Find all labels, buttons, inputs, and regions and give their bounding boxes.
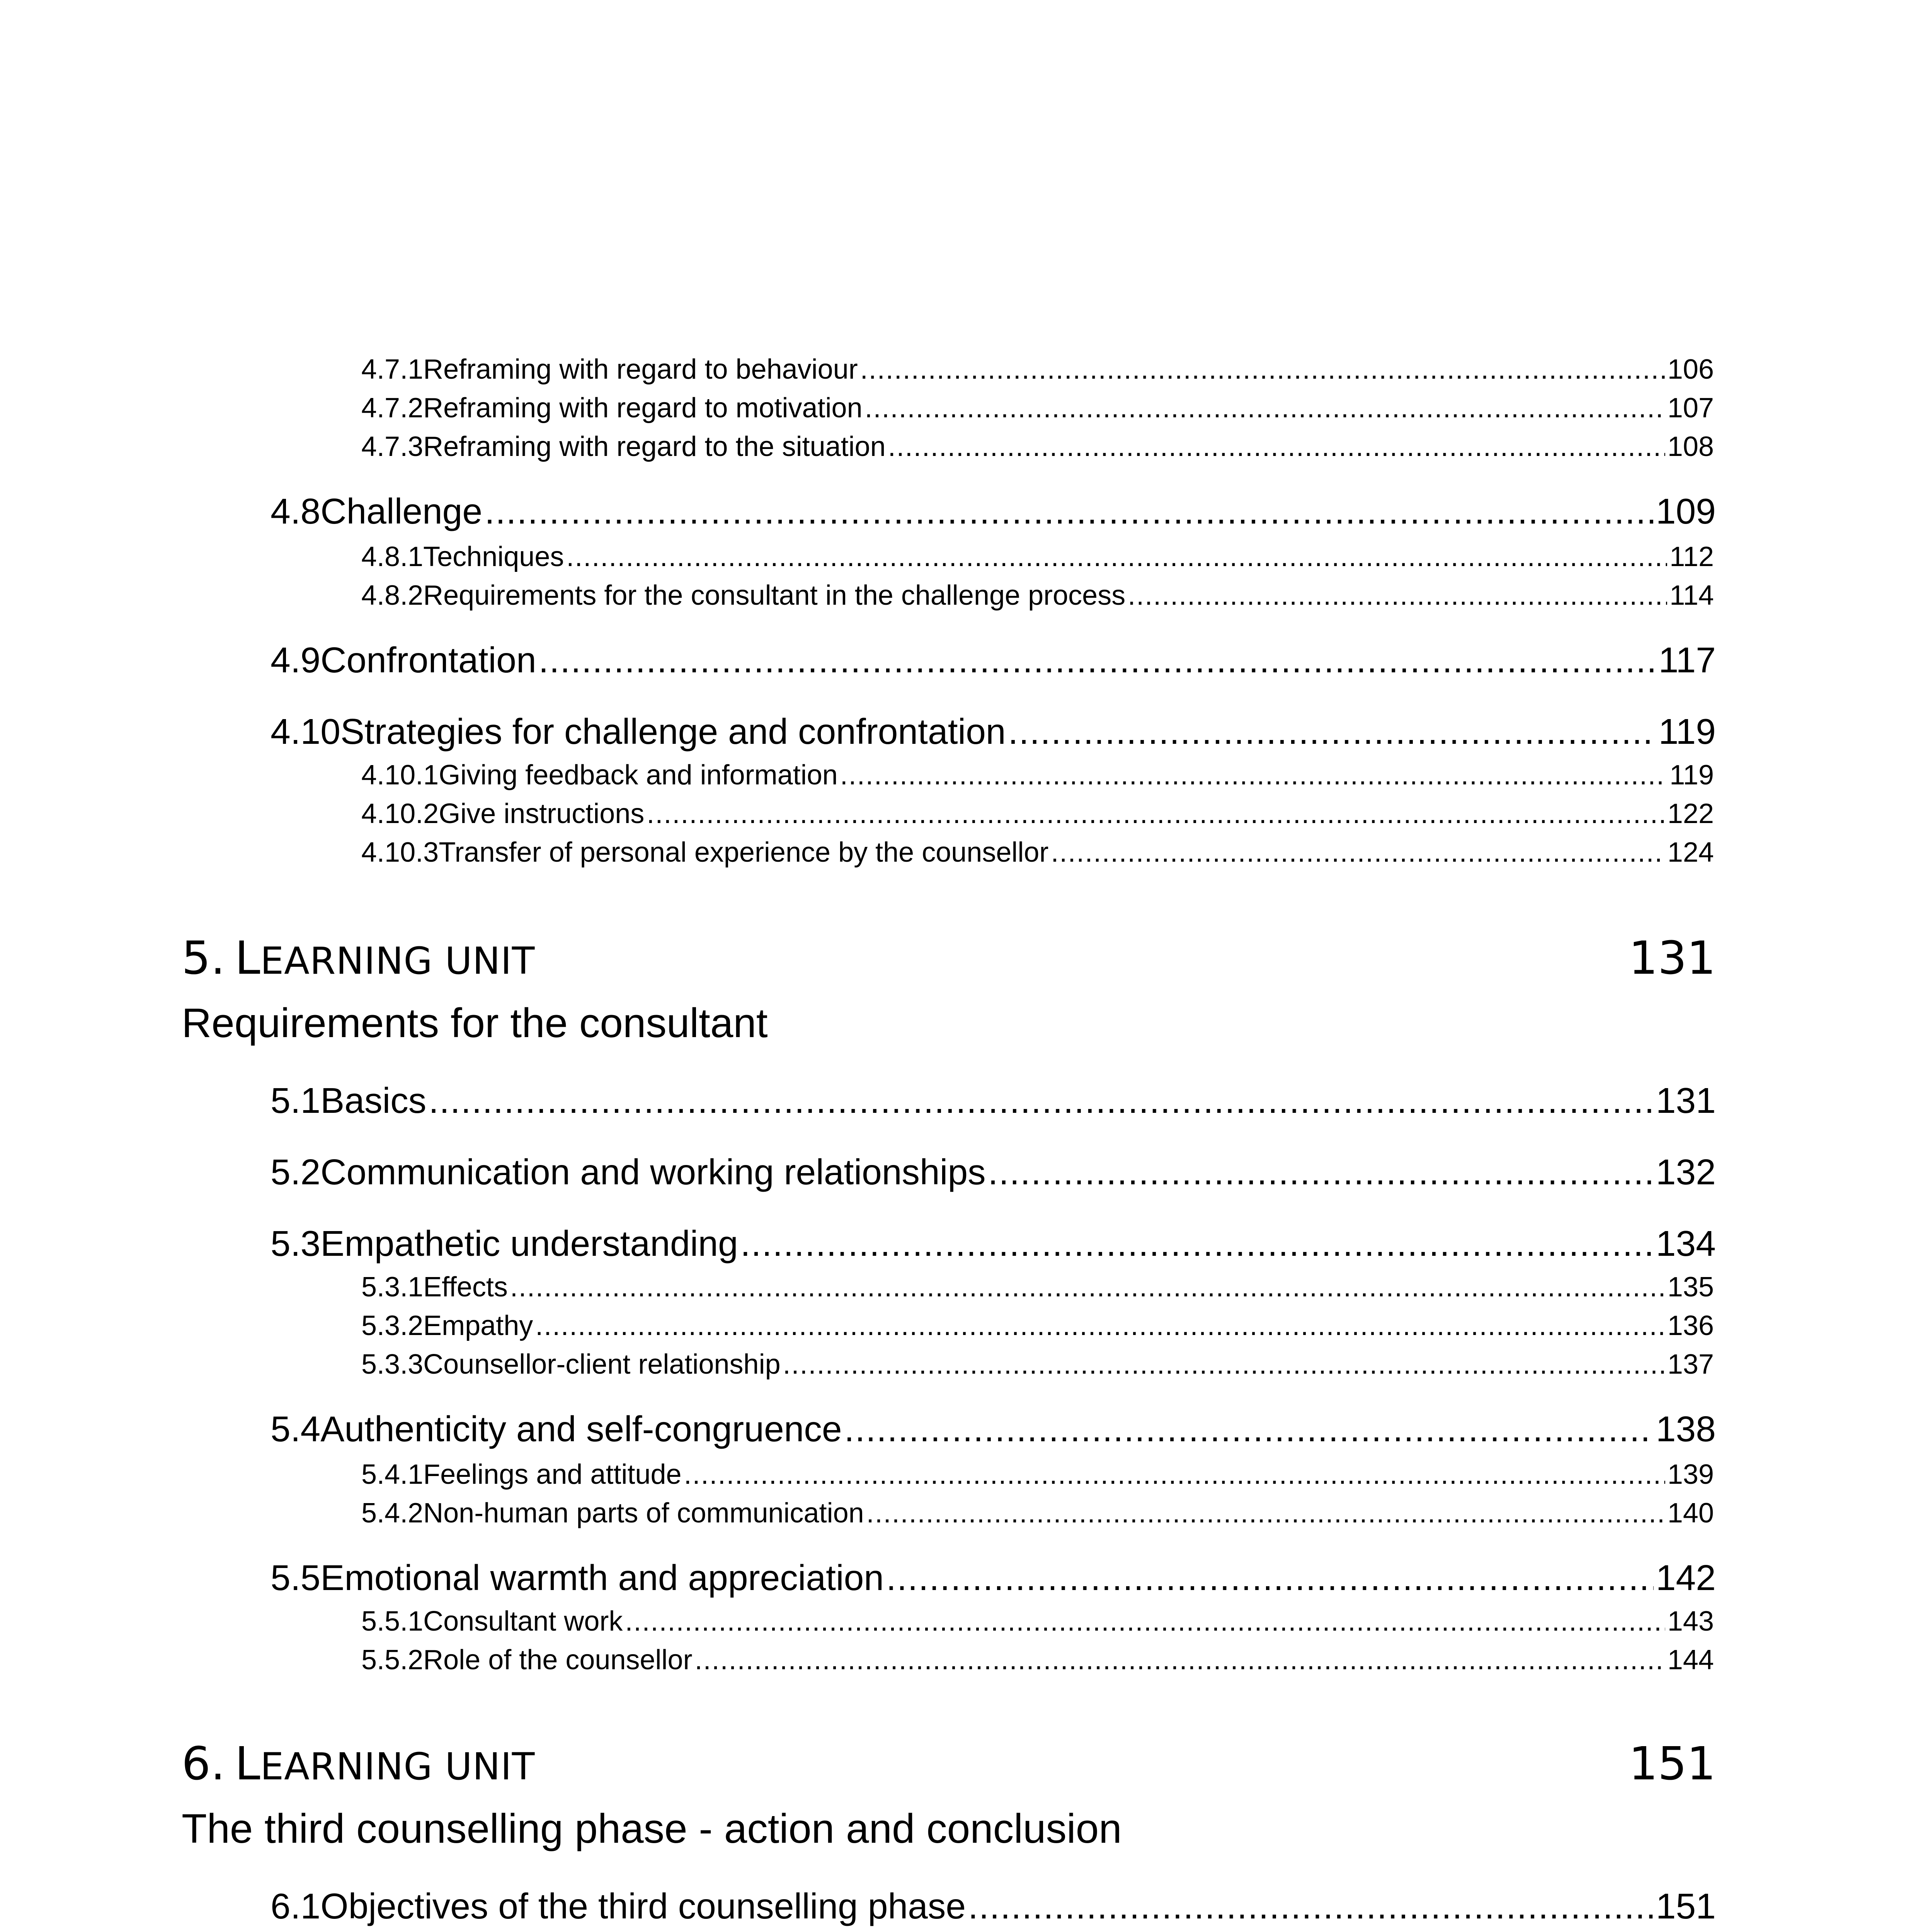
toc-entry-number: 5.3.2 [361,1310,424,1341]
toc-entry-number: 4.8.1 [361,541,424,572]
toc-entry-number: 4.8.2 [361,580,424,611]
toc-entry-title: Counsellor-client relationship [423,1349,781,1380]
dot-leader [695,1644,1665,1676]
toc-entry[interactable] [361,1605,1714,1637]
dot-leader [860,354,1665,385]
toc-section-number: 4.10 [271,711,341,752]
toc-section-title: Communication and working relationships [320,1152,986,1192]
unit-title: The third counselling phase - action and conclusion [182,1805,1122,1852]
toc-entry-title: Consultant work [423,1606,623,1637]
toc-section[interactable] [271,639,1716,681]
toc-entry-number: 5.3.1 [361,1272,424,1303]
toc-entry-title: Reframing with regard to motivation [423,393,863,423]
toc-entry-title: Giving feedback and information [439,760,838,791]
toc-entry-page: 124 [1667,837,1714,868]
toc-section[interactable] [271,1408,1716,1450]
toc-entry-number: 5.5.1 [361,1606,424,1637]
learning-unit-heading[interactable] [182,931,535,985]
unit-label-first: L [235,931,260,985]
dot-leader [844,1408,1654,1450]
toc-section-page: 117 [1658,640,1716,680]
toc-entry-number: 5.4.2 [361,1498,424,1529]
toc-entry[interactable] [361,541,1714,573]
toc-entry-title: Transfer of personal experience by the counsellor [439,837,1049,868]
toc-entry[interactable] [361,1644,1714,1676]
toc-entry-page: 137 [1667,1349,1714,1380]
toc-entry-page: 108 [1667,431,1714,462]
toc-entry[interactable] [361,1310,1714,1342]
dot-leader [535,1310,1665,1342]
toc-entry-title: Reframing with regard to the situation [423,431,886,462]
toc-section[interactable] [271,711,1716,752]
toc-section-page: 132 [1656,1152,1716,1192]
dot-leader [485,491,1654,532]
toc-entry[interactable] [361,1271,1714,1303]
toc-section-number: 4.8 [271,491,321,531]
toc-entry-number: 5.3.3 [361,1349,424,1380]
toc-entry-title: Role of the counsellor [423,1645,693,1675]
dot-leader [1128,580,1667,611]
dot-leader [1008,711,1656,752]
unit-title: Requirements for the consultant [182,1000,768,1046]
dot-leader [566,541,1667,573]
toc-entry-page: 143 [1667,1606,1714,1637]
toc-entry[interactable] [361,798,1714,830]
dot-leader [647,798,1665,830]
toc-entry-page: 106 [1667,354,1714,385]
toc-entry-number: 4.7.2 [361,393,424,423]
dot-leader [510,1271,1665,1303]
toc-section-title: Empathetic understanding [320,1223,738,1264]
dot-leader [888,431,1665,463]
toc-section-number: 5.3 [271,1223,321,1264]
toc-section-page: 142 [1656,1558,1716,1598]
toc-section[interactable] [271,491,1716,532]
toc-section-title: Authenticity and self-congruence [320,1409,842,1449]
toc-entry-number: 5.5.2 [361,1645,424,1675]
toc-entry-title: Effects [423,1272,508,1303]
unit-number: 6. [182,1737,225,1790]
toc-entry-number: 5.4.1 [361,1459,424,1490]
toc-section-number: 5.4 [271,1409,321,1449]
toc-section-title: Confrontation [320,640,536,680]
toc-section-page: 131 [1656,1080,1716,1121]
toc-section[interactable] [271,1886,1716,1927]
toc-section-page: 151 [1656,1886,1716,1926]
toc-section-number: 5.2 [271,1152,321,1192]
toc-entry-page: 122 [1667,798,1714,829]
toc-section-number: 5.1 [271,1080,321,1121]
toc-entry-number: 4.7.1 [361,354,424,385]
toc-entry-title: Techniques [423,541,564,572]
toc-entry-title: Feelings and attitude [423,1459,682,1490]
toc-entry[interactable] [361,354,1714,385]
dot-leader [783,1349,1665,1380]
toc-entry[interactable] [361,837,1714,868]
toc-section-title: Challenge [320,491,483,531]
toc-section-title: Objectives of the third counselling phase [320,1886,966,1926]
toc-section-number: 4.9 [271,640,321,680]
toc-entry-title: Requirements for the consultant in the challenge process [423,580,1126,611]
unit-label-rest: EARNING UNIT [260,939,535,983]
dot-leader [625,1605,1665,1637]
toc-entry[interactable] [361,1459,1714,1490]
toc-entry-page: 139 [1667,1459,1714,1490]
toc-section-title: Emotional warmth and appreciation [320,1558,884,1598]
toc-entry-title: Give instructions [439,798,645,829]
toc-entry-title: Non-human parts of communication [423,1498,864,1529]
unit-page-number: 151 [1628,1737,1716,1790]
unit-label-first: L [235,1737,260,1790]
toc-entry-page: 114 [1669,580,1714,611]
toc-entry-page: 140 [1667,1498,1714,1529]
toc-section[interactable] [271,1080,1716,1121]
toc-section[interactable] [271,1151,1716,1193]
toc-entry-number: 4.10.2 [361,798,439,829]
dot-leader [886,1557,1654,1599]
toc-section-title: Basics [320,1080,427,1121]
toc-entry-number: 4.7.3 [361,431,424,462]
toc-entry[interactable] [361,431,1714,463]
dot-leader [539,639,1656,681]
unit-page-number: 131 [1628,931,1716,985]
unit-number: 5. [182,931,225,985]
toc-entry[interactable] [361,1349,1714,1380]
toc-section-page: 134 [1656,1223,1716,1264]
toc-section-title: Strategies for challenge and confrontation [340,711,1006,752]
dot-leader [988,1151,1654,1193]
toc-section-number: 5.5 [271,1558,321,1598]
toc-entry[interactable] [361,759,1714,791]
toc-entry-title: Empathy [423,1310,533,1341]
dot-leader [429,1080,1654,1121]
toc-entry-page: 144 [1667,1645,1714,1675]
toc-section-page: 109 [1656,491,1716,531]
toc-entry-number: 4.10.3 [361,837,439,868]
toc-entry-page: 112 [1669,541,1714,572]
toc-entry[interactable] [361,392,1714,424]
dot-leader [1051,837,1665,868]
learning-unit-heading[interactable] [182,1737,535,1790]
dot-leader [866,1497,1665,1529]
dot-leader [684,1459,1665,1490]
toc-entry-page: 136 [1667,1310,1714,1341]
toc-entry[interactable] [361,1497,1714,1529]
toc-entry-number: 4.10.1 [361,760,439,791]
dot-leader [740,1223,1654,1264]
dot-leader [968,1886,1654,1927]
unit-label-rest: EARNING UNIT [260,1745,535,1788]
toc-entry-page: 119 [1669,760,1714,791]
toc-entry[interactable] [361,580,1714,611]
toc-entry-page: 135 [1667,1272,1714,1303]
toc-entry-page: 107 [1667,393,1714,423]
toc-section-page: 119 [1658,711,1716,752]
toc-section-page: 138 [1656,1409,1716,1449]
dot-leader [840,759,1667,791]
dot-leader [865,392,1665,424]
toc-section-number: 6.1 [271,1886,321,1926]
toc-entry-title: Reframing with regard to behaviour [423,354,858,385]
toc-section[interactable] [271,1557,1716,1599]
toc-section[interactable] [271,1223,1716,1264]
